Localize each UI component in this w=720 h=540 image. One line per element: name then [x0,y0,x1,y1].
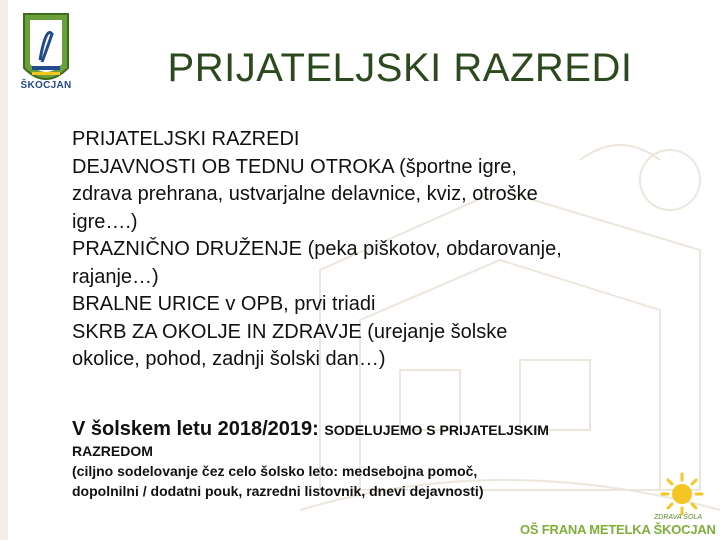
school-name-footer: OŠ FRANA METELKA ŠKOCJAN [520,522,716,537]
content-line: rajanje…) [72,265,159,288]
sun-caption: ZDRAVA ŠOLA [654,514,702,521]
content-line: zdrava prehrana, ustvarjalne delavnice, kviz, otroške [72,183,538,205]
school-year-line2: RAZREDOM [72,443,153,459]
sun-icon [650,470,710,520]
school-year-line4: dopolnilni / dodatni pouk, razredni listovnik, dnevi dejavnosti) [72,483,484,499]
content-line: SKRB ZA OKOLJE IN ZDRAVJE (urejanje šolske [72,320,508,343]
content-line: okolice, pohod, zadnji šolski dan…) [72,348,386,370]
school-logo-label: ŠKOCJAN [20,80,72,91]
slide-title: PRIJATELJSKI RAZREDI [167,46,633,90]
school-year-line3: (ciljno sodelovanje čez celo šolsko leto: medsebojna pomoč, [72,463,478,479]
content-block [72,126,672,374]
content-line: PRIJATELJSKI RAZREDI [72,128,300,150]
school-year-lead: V šolskem letu 2018/2019: [72,418,325,440]
left-band [0,0,8,540]
content-line: PRAZNIČNO DRUŽENJE (peka piškotov, obdarovanje, [72,238,562,260]
school-year-bold: SODELUJEMO S PRIJATELJSKIM [324,422,549,438]
content-line: BRALNE URICE v OPB, prvi triadi [72,293,376,315]
content-line: DEJAVNOSTI OB TEDNU OTROKA (športne igre, [72,155,517,178]
content-line: igre….) [72,210,138,233]
school-year-block [72,418,682,501]
